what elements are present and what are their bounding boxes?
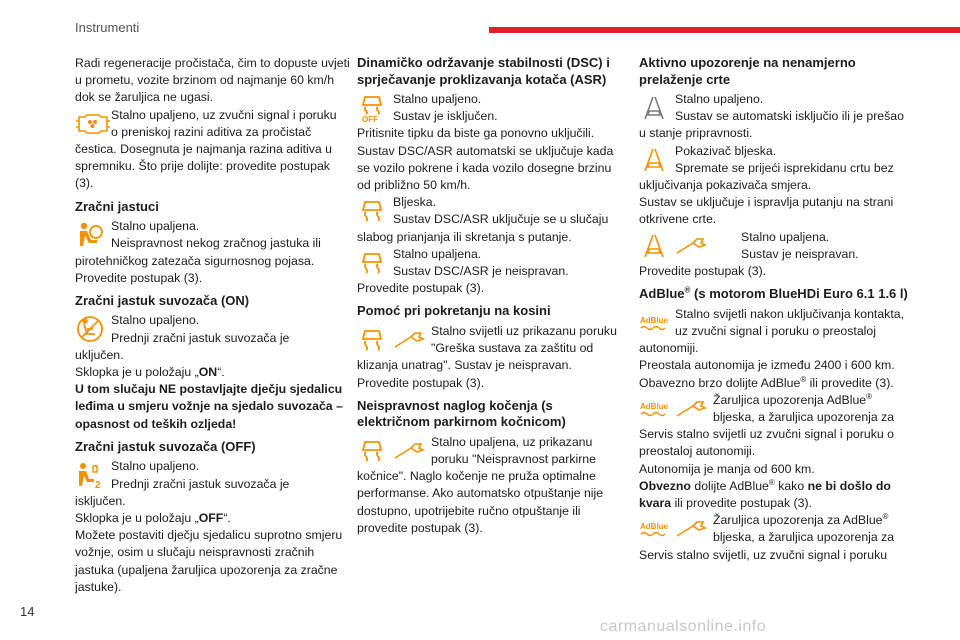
service-wrench-icon [673, 514, 709, 544]
lane-flash-indicator [639, 143, 914, 177]
lane-fault-line2: Sustav je neispravan. [741, 246, 859, 261]
svg-text:AdBlue: AdBlue [640, 522, 668, 532]
lane-fault-line3: Provedite postupak (3). [639, 264, 767, 279]
dsc-off-icon [357, 93, 387, 123]
particle-filter-icon [75, 109, 111, 139]
dsc-skid-icon [357, 248, 387, 278]
dsc-fault-line1: Stalno upaljena. [393, 246, 482, 261]
column-2 [357, 55, 619, 537]
hill-start-heading: Pomoć pri pokretanju na kosini [357, 303, 551, 319]
dsc-flash-line3: slabog prianjanja ili skretanja s putanje. [357, 229, 572, 244]
svg-text:2: 2 [95, 480, 101, 491]
brake-rest: kočnice". Naglo kočenje ne pruža optimalne performanse. Ako automatsko otpuštanje nije dostupno, upotrijebite ručno otpuštanje ili provedite postupak (3). [357, 469, 604, 535]
lane-line3: u stanje pripravnosti. [639, 126, 753, 141]
adblue-heading: AdBlue® (s motorom BlueHDi Euro 6.1 1.6 l) [639, 285, 908, 302]
adblue-b-line4: Autonomija je manja od 600 km. [639, 461, 815, 476]
hill-rest: klizanja unatrag". Sustav je neispravan. Provedite postupak (3). [357, 358, 572, 390]
passenger-airbag-on-indicator [75, 312, 350, 346]
dsc-flash-line2: Sustav DSC/ASR uključuje se u slučaju [393, 212, 609, 227]
adblue-autonomy-indicator [639, 306, 914, 340]
dsc-flash-indicator [357, 194, 619, 228]
service-wrench-icon [391, 436, 427, 466]
passenger-airbag-on-icon [75, 314, 105, 344]
filter-rest: čestica. Dosegnuta je najmanja razina aditiva u spremniku. Što prije dolijte: provedite postupak (3). [75, 142, 333, 191]
lane-flash-line2: Spremate se prijeći isprekidanu crtu bez [675, 160, 894, 175]
airbag-rest: pirotehničkog zatezača sigurnosnog pojasa. Provedite postupak (3). [75, 253, 315, 285]
passenger-off-line2: Prednji zračni jastuk suvozača je [111, 476, 290, 491]
brake-heading: Neispravnost naglog kočenja (s električnom parkirnom kočnicom) [357, 397, 566, 430]
adblue-a-line5: Obavezno brzo dolijte AdBlue® ili provedite (3). [639, 374, 894, 390]
airbag-line1: Stalno upaljena. [111, 219, 200, 234]
lane-departure-icon [639, 93, 669, 123]
header-accent-bar [489, 27, 960, 33]
watermark: carmanualsonline.info [600, 618, 767, 635]
regeneration-intro: Radi regeneracije pročistača, čim to dopuste uvjeti u prometu, vozite brzinom od najmanje 60 km/h dok se žaruljica ne ugasi. [75, 56, 350, 105]
dsc-off-label: OFF [362, 115, 378, 123]
lane-flash-line4: Sustav se uključuje i ispravlja putanju na strani otkrivene crte. [639, 195, 894, 227]
service-wrench-icon [673, 231, 709, 261]
dsc-skid-icon [357, 325, 387, 355]
adblue-c-line2: bljeska, a žaruljica upozorenja za [713, 530, 895, 545]
lane-fault-indicator [639, 229, 914, 263]
adblue-b-line1: Žaruljica upozorenja AdBlue® [713, 391, 873, 407]
service-wrench-icon [673, 394, 709, 424]
lane-line2: Sustav se automatski isključio ili je prešao [675, 109, 904, 124]
brake-line1: Stalno upaljena, uz prikazanu [431, 434, 593, 449]
dsc-rest: Pritisnite tipku da biste ga ponovno uključili. Sustav DSC/ASR automatski se uključuje kada se vozilo pokrene i kada vozilo dosegne brzinu od približno 50 km/h. [357, 126, 614, 193]
passenger-on-heading: Zračni jastuk suvozača (ON) [75, 292, 250, 308]
passenger-off-rest: Možete postaviti dječju sjedalicu suprotno smjeru vožnje, osim u slučaju neispravnosti zračnih jastuka (upaljena žaruljica upozorenja za zračne jastuke). [75, 528, 343, 594]
passenger-on-warning: U tom slučaju NE postavljajte dječju sjedalicu leđima u smjeru vožnje na sjedalo suvozača – opasnost od teških ozljeda! [75, 382, 343, 431]
passenger-off-line3: isključen. [75, 493, 126, 508]
airbags-heading: Zračni jastuci [75, 198, 159, 214]
svg-text:AdBlue: AdBlue [640, 315, 668, 325]
passenger-on-switch: Sklopka je u položaju „ON“. [75, 365, 225, 380]
lane-heading: Aktivno upozorenje na nenamjerno prelaženje crte [639, 55, 856, 87]
dsc-fault-line3: Provedite postupak (3). [357, 281, 485, 296]
adblue-a-line2: uz zvučni signal i poruku o preostaloj [675, 323, 876, 338]
passenger-off-line1: Stalno upaljeno. [111, 459, 200, 474]
airbag-line2: Neispravnost nekog zračnog jastuka ili [111, 236, 321, 251]
lane-departure-icon [639, 145, 669, 175]
adblue-c-line3: Servis stalno svijetli, uz zvučni signal i poruku [639, 547, 888, 562]
dsc-fault-indicator [357, 246, 619, 280]
filter-line1: Stalno upaljeno, uz zvučni signal i poruku [111, 107, 337, 122]
adblue-a-line1: Stalno svijetli nakon uključivanja kontakta, [675, 306, 904, 321]
hill-line2: "Greška sustava za zaštitu od [431, 341, 594, 356]
brake-line2: poruku "Neispravnost parkirne [431, 451, 596, 466]
dsc-heading: Dinamičko održavanje stabilnosti (DSC) i sprječavanje proklizavanja kotača (ASR) [357, 55, 610, 87]
passenger-off-switch: Sklopka je u položaju „OFF“. [75, 510, 231, 525]
passenger-airbag-off-icon [75, 460, 105, 490]
dsc-fault-line2: Sustav DSC/ASR je neispravan. [393, 264, 569, 279]
passenger-airbag-off-indicator [75, 458, 350, 492]
adblue-icon [639, 514, 669, 544]
column-3 [639, 55, 914, 564]
lane-flash-line3: uključivanja pokazivača smjera. [639, 178, 812, 193]
page-number: 14 [20, 604, 35, 619]
svg-text:AdBlue: AdBlue [640, 401, 668, 411]
dsc-line1: Stalno upaljeno. [393, 92, 482, 106]
hill-line1: Stalno svijetli uz prikazanu poruku [431, 323, 617, 338]
lane-flash-line1: Pokazivač bljeska. [675, 143, 777, 158]
dsc-skid-icon [357, 196, 387, 226]
lane-departure-icon [639, 231, 669, 261]
passenger-on-line3: uključen. [75, 347, 124, 362]
dsc-flash-line1: Bljeska. [393, 195, 437, 210]
airbag-icon [75, 220, 105, 250]
lane-standby-indicator [639, 91, 914, 125]
section-title: Instrumenti [75, 20, 140, 35]
passenger-off-heading: Zračni jastuk suvozača (OFF) [75, 438, 256, 454]
column-1 [75, 55, 350, 596]
lane-line1: Stalno upaljeno. [675, 92, 764, 106]
hill-start-indicator [357, 323, 619, 357]
adblue-b-line2: bljeska, a žaruljica upozorenja za [713, 409, 895, 424]
passenger-on-line2: Prednji zračni jastuk suvozača je [111, 330, 290, 345]
adblue-b-line3: Servis stalno svijetli uz zvučni signal i poruku o preostaloj autonomiji. [639, 427, 894, 459]
adblue-b-line5: Obvezno dolijte AdBlue® kako ne bi došlo do kvara ili provedite postupak (3). [639, 477, 891, 510]
passenger-on-line1: Stalno upaljeno. [111, 313, 200, 328]
dsc-line2: Sustav je isključen. [393, 109, 498, 124]
dsc-off-indicator [357, 91, 619, 125]
adblue-icon [639, 308, 669, 338]
adblue-low-indicator [639, 392, 914, 426]
filter-line2: o preniskoj razini aditiva za pročistač [111, 124, 312, 139]
adblue-fault-indicator [639, 512, 914, 546]
brake-indicator [357, 434, 619, 468]
airbag-indicator [75, 218, 350, 252]
dsc-skid-icon [357, 436, 387, 466]
adblue-a-line4: Preostala autonomija je između 2400 i 600 km. [639, 358, 895, 373]
adblue-c-line1: Žaruljica upozorenja za AdBlue® [713, 512, 889, 528]
filter-additive-indicator [75, 107, 350, 141]
lane-fault-line1: Stalno upaljena. [741, 229, 830, 244]
service-wrench-icon [391, 325, 427, 355]
adblue-icon [639, 394, 669, 424]
adblue-a-line3: autonomiji. [639, 341, 699, 356]
